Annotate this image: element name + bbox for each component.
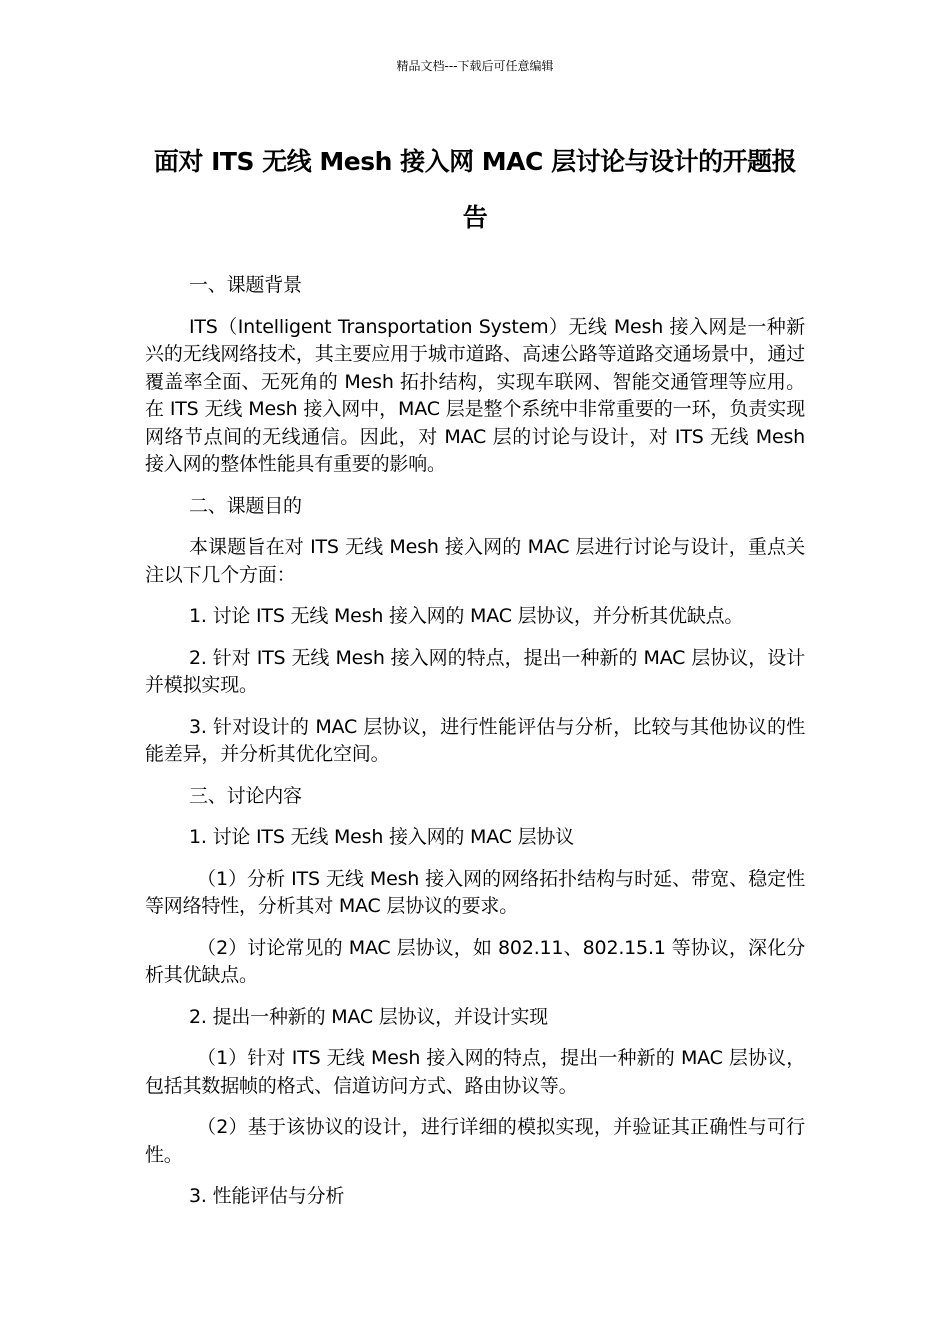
paragraph-background: ITS（Intelligent Transportation System）无线 Mesh 接入网是一种新兴的无线网络技术，其主要应用于城市道路、高速公路等道路交通场景中，通过覆盖率全面、无死角的 Mesh 拓扑结构，实现车联网、智能交通管理等应用。在 ITS 无线 Mesh 接入网中，MAC 层是整个系统中非常重要的一环，负责实现网络节点间的无线通信。因此，对 MAC 层的讨论与设计，对 ITS 无线 Mesh 接入网的整体性能具有重要的影响。 bbox=[145, 315, 805, 475]
document-body bbox=[145, 272, 805, 1225]
list-item-content-2: 2. 提出一种新的 MAC 层协议，并设计实现 bbox=[189, 1005, 548, 1028]
list-item-objective-1: 1. 讨论 ITS 无线 Mesh 接入网的 MAC 层协议，并分析其优缺点。 bbox=[189, 605, 744, 627]
section-heading-objective: 二、课题目的 bbox=[189, 494, 302, 517]
page-title: 面对 ITS 无线 Mesh 接入网 MAC 层讨论与设计的开题报告 bbox=[153, 147, 797, 232]
page-header-note: 精品文档---下载后可任意编辑 bbox=[396, 59, 554, 73]
sub-item-content-2-1: （1）针对 ITS 无线 Mesh 接入网的特点，提出一种新的 MAC 层协议，包括其数据帧的格式、信道访问方式、路由协议等。 bbox=[145, 1047, 805, 1097]
section-heading-content: 三、讨论内容 bbox=[189, 784, 302, 807]
list-item-content-3: 3. 性能评估与分析 bbox=[189, 1185, 345, 1207]
sub-item-content-2-2: （2）基于该协议的设计，进行详细的模拟实现，并验证其正确性与可行性。 bbox=[145, 1116, 805, 1166]
paragraph-objective-intro: 本课题旨在对 ITS 无线 Mesh 接入网的 MAC 层进行讨论与设计，重点关注以下几个方面： bbox=[145, 536, 805, 586]
sub-item-content-1-1: （1）分析 ITS 无线 Mesh 接入网的网络拓扑结构与时延、带宽、稳定性等网络特性，分析其对 MAC 层协议的要求。 bbox=[145, 867, 805, 917]
sub-item-content-1-2: （2）讨论常见的 MAC 层协议，如 802.11、802.15.1 等协议，深化分析其优缺点。 bbox=[145, 936, 805, 986]
list-item-objective-2: 2. 针对 ITS 无线 Mesh 接入网的特点，提出一种新的 MAC 层协议，设计并模拟实现。 bbox=[145, 646, 805, 696]
list-item-content-1: 1. 讨论 ITS 无线 Mesh 接入网的 MAC 层协议 bbox=[189, 826, 575, 848]
section-heading-background: 一、课题背景 bbox=[189, 274, 302, 296]
list-item-objective-3: 3. 针对设计的 MAC 层协议，进行性能评估与分析，比较与其他协议的性能差异，并分析其优化空间。 bbox=[145, 715, 805, 765]
